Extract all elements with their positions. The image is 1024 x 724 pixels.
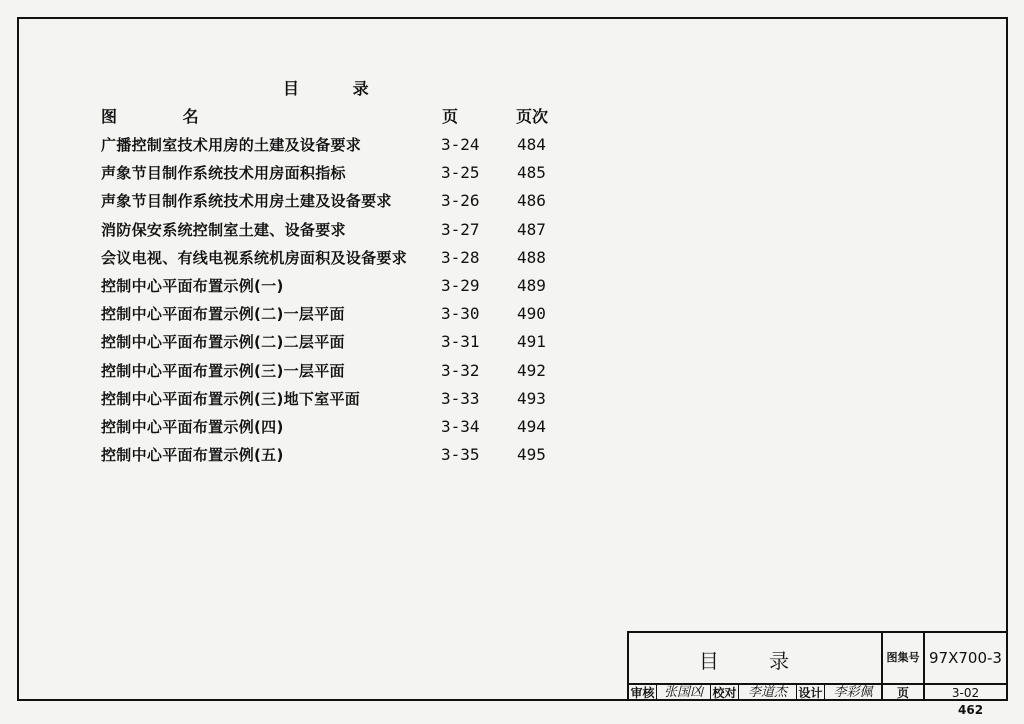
title-block-signatures bbox=[629, 683, 1006, 701]
toc-item-name: 声象节目制作系统技术用房面积指标 bbox=[101, 164, 346, 183]
toc-row bbox=[101, 413, 571, 441]
toc-item-name: 控制中心平面布置示例(三)地下室平面 bbox=[101, 389, 361, 408]
toc-item-page-num: 488 bbox=[517, 247, 546, 267]
toc-item-name: 消防保安系统控制室土建、设备要求 bbox=[101, 220, 346, 239]
toc-item-page-num: 493 bbox=[517, 388, 546, 408]
toc-item-page: 3-28 bbox=[441, 247, 480, 267]
toc-row bbox=[101, 216, 571, 244]
toc-item-page-num: 490 bbox=[517, 304, 546, 324]
atlas-label: 图集号 bbox=[883, 633, 925, 683]
toc-item-page-num: 495 bbox=[517, 445, 546, 465]
toc-item-page-num: 486 bbox=[517, 191, 546, 211]
toc-item-page: 3-25 bbox=[441, 163, 480, 183]
toc-row bbox=[101, 272, 571, 300]
toc-item-page: 3-31 bbox=[441, 332, 480, 352]
toc-item-page-num: 494 bbox=[517, 416, 546, 436]
toc-row bbox=[101, 385, 571, 413]
toc-item-page-num: 485 bbox=[517, 163, 546, 183]
toc-item-page-num: 492 bbox=[517, 360, 546, 380]
toc-header-page: 页 bbox=[442, 107, 459, 126]
toc-item-name: 控制中心平面布置示例(四) bbox=[101, 417, 284, 436]
title-block-main bbox=[629, 633, 883, 683]
toc-header-name: 图 名 bbox=[101, 107, 229, 126]
check-signature: 李道杰 bbox=[739, 685, 797, 701]
design-signature: 李彩佩 bbox=[825, 685, 883, 701]
toc-item-name: 控制中心平面布置示例(三)一层平面 bbox=[101, 361, 345, 380]
toc-header-page-num: 页次 bbox=[516, 107, 549, 126]
toc-item-page: 3-33 bbox=[441, 388, 480, 408]
toc-item-page-num: 487 bbox=[517, 219, 546, 239]
toc-item-name: 广播控制室技术用房的土建及设备要求 bbox=[101, 136, 362, 154]
toc-item-page-num: 491 bbox=[517, 332, 546, 352]
review-label: 审核 bbox=[629, 685, 657, 701]
toc-item-name: 控制中心平面布置示例(二)二层平面 bbox=[101, 333, 345, 352]
toc-item-name: 声象节目制作系统技术用房土建及设备要求 bbox=[101, 192, 392, 211]
toc-item-page: 3-35 bbox=[441, 445, 480, 465]
toc-row bbox=[101, 131, 571, 159]
toc-row bbox=[101, 159, 571, 187]
review-signature: 张国凶 bbox=[657, 685, 711, 701]
toc-item-page-num: 484 bbox=[517, 135, 546, 154]
atlas-number: 97X700-3 bbox=[929, 649, 1002, 667]
page-value: 3-02 bbox=[951, 686, 980, 700]
toc-item-name: 控制中心平面布置示例(五) bbox=[101, 446, 284, 465]
toc-item-name: 会议电视、有线电视系统机房面积及设备要求 bbox=[101, 248, 408, 267]
sheet-number: 462 bbox=[958, 703, 984, 717]
check-label: 校对 bbox=[711, 685, 739, 701]
title-block-title: 目 录 bbox=[698, 649, 812, 673]
toc-list bbox=[101, 131, 571, 469]
toc-item-name: 控制中心平面布置示例(一) bbox=[101, 276, 284, 295]
toc-item-page: 3-34 bbox=[441, 416, 480, 436]
design-label: 设计 bbox=[797, 685, 825, 701]
toc-item-page: 3-30 bbox=[441, 304, 480, 324]
toc-item-page: 3-24 bbox=[441, 135, 480, 154]
toc-item-name: 控制中心平面布置示例(二)一层平面 bbox=[101, 305, 345, 324]
toc-item-page: 3-27 bbox=[441, 219, 480, 239]
toc-row bbox=[101, 244, 571, 272]
toc-item-page: 3-26 bbox=[441, 191, 480, 211]
toc-title: 目 录 bbox=[283, 79, 393, 98]
toc-item-page: 3-32 bbox=[441, 360, 480, 380]
page-label: 页 bbox=[883, 685, 925, 701]
title-block bbox=[627, 631, 1008, 701]
toc-item-page-num: 489 bbox=[517, 275, 546, 295]
toc-row bbox=[101, 441, 571, 469]
toc-row bbox=[101, 328, 571, 356]
toc-row bbox=[101, 300, 571, 328]
toc-item-page: 3-29 bbox=[441, 275, 480, 295]
toc-row bbox=[101, 187, 571, 215]
toc-row bbox=[101, 357, 571, 385]
